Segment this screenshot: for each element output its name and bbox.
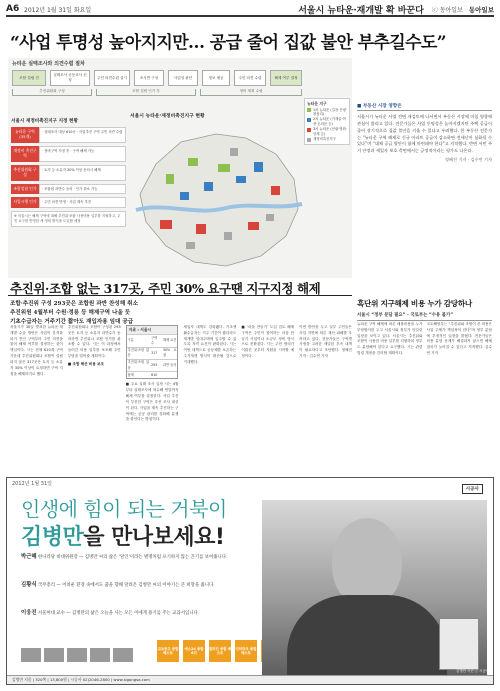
table-cell: [162, 372, 178, 379]
district-marker: [160, 220, 172, 229]
flow-step: 조합 설립 전: [12, 70, 46, 86]
data-table: [127, 334, 178, 378]
table-cell: 610: [150, 372, 162, 379]
table-title: 자료 : 서울시: [127, 326, 178, 334]
table-row: [127, 372, 178, 379]
district-marker: [180, 192, 189, 200]
district-marker: [218, 164, 230, 172]
subhead: 조합·추진위 구성 293곳은 조합원 과반 찬성해 취소: [10, 301, 138, 307]
body-paragraph: 이번 방안을 두고 일부 주민들은 사업 지연에 따른 재산 피해를 우려하고 있다. 전문가들은 구역별 사정을 고려한 세밀한 후속 대책이 필요하다고 조언했다. 정혜진 기자 · 김수연 기자: [299, 325, 352, 359]
flow-step: 정보 제공: [202, 70, 230, 86]
thumbnail-image: [21, 648, 41, 662]
body-paragraph: 뉴타운 구역 해제에 따른 매몰비용을 누가 부담할지를 두고 서울시와 정부가 엇갈린 입장을 보이고 있다. 서울시는 추진위와 조합이 사용한 비용 일부를 지원하되 정부도 분담해야 한다고 요구했다. 시는 관련 법령 개정을 건의할 계획이다.: [357, 322, 423, 356]
policy-text: · 주민 의견 반영 · 사업 계속 추진: [39, 197, 126, 208]
district-marker: [204, 182, 213, 191]
endorser-name: 김황식: [21, 582, 37, 588]
process-flow: [8, 58, 352, 98]
side-article-byline: 정혜진 기자 · 김수연 기자: [444, 156, 492, 162]
flow-bracket: 추진위원회 구성: [12, 89, 92, 96]
table-cell: 293: [150, 359, 162, 371]
policy-text: · 실태조사 대상 610곳 · 사업추진 구역 주민 의견 수렴: [39, 127, 126, 143]
legend-item: [307, 117, 347, 127]
book-advertisement[interactable]: [6, 477, 494, 685]
policy-title: 서울시 재정비촉진지구 지정 현황: [11, 119, 78, 124]
ad-headline-highlight: 김병만: [21, 525, 84, 550]
news-graphic: [8, 58, 352, 278]
newspaper-name: 동아일보: [468, 5, 494, 14]
second-article-subtitle: 서울시 “정부 분담 필요” - 국토부는 “수용 불가”: [357, 312, 492, 321]
ad-slogan: 인생에 힘이 되는 거북이: [21, 497, 227, 521]
table-cell: 추진위·조합 없음: [127, 347, 150, 359]
legend-item: [307, 127, 347, 137]
legend-swatch: [307, 108, 311, 112]
district-marker: [266, 214, 274, 221]
legend-title: 뉴타운 지구: [307, 101, 327, 106]
ad-headline: [21, 520, 224, 551]
body-paragraph: 추진위원회나 조합이 구성된 293곳은 토지 등 소유자 과반수가 동의하면 추진위나 조합 인가를 취소할 수 있다. 시는 이 과정에서 들어간 비용 일부를 보조해 주민 부담을 덜어줄 계획이다.: [67, 325, 121, 359]
policy-label: 조합설립 인가: [11, 184, 39, 195]
body-column: [299, 325, 352, 471]
legend-text: 재정비촉진지구: [313, 137, 336, 142]
author-face: [332, 518, 402, 606]
publisher-logo: 시공사: [462, 484, 483, 494]
legend-swatch: [307, 138, 311, 142]
side-article: [357, 103, 492, 163]
main-article-title: 추진위·조합 없는 317곳, 주민 30% 요구땐 지구지정 해제: [10, 281, 321, 296]
legend-swatch: [307, 118, 311, 122]
flow-title: 뉴타운 실태조사와 의견수렴 절차: [12, 61, 85, 67]
table-row: [127, 359, 178, 371]
body-mid-head: ■ 조합 해산 비용 보조: [67, 361, 105, 366]
second-article-body: [357, 322, 492, 474]
table-cell: 해제 요건: [162, 335, 178, 347]
district-marker: [188, 158, 198, 166]
side-article-body: 서울시가 뉴타운 사업 전면 재검토에 나서면서 부동산 시장에 미칠 영향에 관심이 쏠리고 있다. 전문가들은 사업 투명성은 높아지겠지만 주택 공급이 줄어 장기적으로 집값 불안을 키울 수 있다고 우려했다. 한 부동산 전문가는 “뉴타운 구역 해제로 신규 아파트 공급이 감소하면 전세난이 심화될 수 있다”며 “대체 공급 방안이 함께 마련돼야 한다”고 지적했다. 반면 서민 주거 안정과 세입자 보호 측면에서는 긍정적이라는 평가도 나온다.: [357, 114, 492, 153]
page-number: A6: [6, 4, 20, 14]
endorsement-text: 한나라당 비대위원장 — 김병만 씨의 삶은 ‘달인’이라는 별명처럼 포기하지 않는 끈기를 보여줍니다.: [38, 555, 228, 560]
flow-step: 주민 의견 수렴: [234, 70, 266, 86]
policy-row: [11, 146, 126, 162]
district-marker: [186, 242, 195, 249]
bestseller-badge: 예스24 종합 6위: [183, 640, 205, 662]
page-header: [6, 3, 494, 17]
photo-credit: 김병만 사진 ⓒ 시공사: [456, 669, 489, 673]
body-column: [241, 325, 294, 471]
author-photo: [262, 500, 487, 680]
endorser-name: 이웅진: [21, 610, 37, 616]
body-column: [183, 325, 236, 471]
district-marker: [254, 162, 263, 172]
policy-row: [11, 197, 126, 208]
thumbnail-image: [90, 648, 110, 662]
endorsement-text: 서울여대 교수 — 김병만의 삶은 오늘을 사는 모든 이에게 용기를 주는 교과서입니다.: [38, 611, 200, 616]
policy-label: 추진위원회 구성: [11, 165, 39, 181]
district-marker: [224, 232, 232, 240]
policy-label: 재정비 촉진구역: [11, 146, 39, 162]
district-marker: [248, 222, 259, 230]
section-title: 서울시 뉴타운·재개발 확 바꾼다: [298, 5, 424, 16]
subhead: 추진위원 4월부터 수원·정릉 등 해제구역 나올 듯: [10, 309, 131, 316]
policy-text: · 토지 등 소유자 30% 이상 동의시 해제: [39, 165, 126, 181]
policy-note: ※ 서울시는 해제 구역에 대해 추진위·조합 사용비용 일부를 지원하고, 주민 요구를 반영한 새 정비 방식을 도입할 예정: [11, 211, 126, 226]
ad-thumbnails: [21, 648, 133, 662]
policy-row: [11, 165, 126, 181]
thumbnail-image: [44, 648, 64, 662]
endorsement: [21, 554, 251, 562]
side-article-tag: ■ 부동산 시장 영향은: [357, 103, 492, 111]
ad-top-text: 2012년 1월 31일: [12, 481, 52, 487]
book-cover: [439, 618, 479, 670]
endorsement: [21, 582, 251, 590]
flow-step: 사업성 판단: [168, 70, 198, 86]
table-cell: 317: [150, 347, 162, 359]
table-cell: 추진위·조합 있음: [127, 359, 150, 371]
legend-item: [307, 108, 347, 118]
article-headline: “사업 투명성 높아지지만… 공급 줄어 집값 불안 부추길수도”: [10, 33, 446, 53]
flow-bracket: 정비 계획 수립: [200, 89, 302, 96]
map-title: 서울시 뉴타운·재정비촉진지구 현황: [130, 114, 205, 119]
endorsement-text: 국무총리 — 어려운 환경 속에서도 꿈을 향해 달려온 김병만 씨의 이야기는 큰 희망을 줍니다.: [38, 583, 215, 588]
endorsement: [21, 610, 251, 618]
thumbnail-image: [113, 648, 133, 662]
body-column: [10, 325, 63, 471]
bestseller-badge: 인터파크 종합 베스트: [235, 640, 257, 662]
body-paragraph: 서울시가 30일 발표한 뉴타운·재개발 수습 방안은 사업이 본격화되기 전인 구역부터 주민 의견을 물어 해제 여부를 결정하는 것이 핵심이다. 시는 전체 610개 구역 가운데 추진위원회나 조합이 설립되지 않은 317곳은 토지 등 소유자 30% 이상이 요청하면 구역 지정을 해제하기로 했다.: [10, 325, 63, 376]
flow-step: 주민 의견수렴 실시: [94, 70, 130, 86]
table-row: [127, 335, 178, 347]
thumbnail-image: [67, 648, 87, 662]
policy-text: · 조합원 과반수 동의 · 인가 취소 가능: [39, 184, 126, 195]
issue-date: 2012년 1월 31일 화요일: [24, 6, 92, 14]
body-paragraph: 국토해양부는 “추진위와 조합이 쓴 비용은 사업 주체가 책임져야 한다”며 정부 분담에 부정적인 입장을 밝혔다. 전문가들은 비용 분담 문제가 해결되지 않으면 해제 절차가 늦어질 수 있다고 지적했다. 김수연 기자: [426, 322, 492, 356]
main-article-subheads: [10, 300, 350, 327]
legend-text: 2차 뉴타운 (가재울·아현·돈의문 등): [313, 117, 346, 127]
ad-headline-rest: 을 만나보세요!: [83, 525, 225, 550]
table-cell: 구분: [127, 335, 150, 347]
district-marker: [236, 176, 246, 183]
table-row: [127, 347, 178, 359]
body-paragraph: ■ 주요 실태 조사 일정 시는 4월부터 실태조사에 착수해 연말까지 해제 여부를 결정한다. 사업 추진이 부진한 구역은 우선 조사 대상이 된다. 사업을 계속 추진하는 구역에는 공공 관리를 강화해 분쟁을 줄인다는 방침이다.: [125, 382, 179, 422]
district-marker: [230, 148, 238, 156]
policy-label: 사업시행 인가: [11, 197, 39, 208]
reporter-credit: ⓒ 동아일보: [431, 6, 463, 14]
table-cell: 과반 동의: [162, 359, 178, 371]
table-cell: 구역 수: [150, 335, 162, 347]
title-rule: [8, 295, 352, 296]
endorser-name: 박근혜: [21, 554, 37, 560]
data-table-box: [126, 325, 179, 379]
legend-text: 3차 뉴타운 (신림·방화·상계 등): [313, 127, 347, 137]
table-cell: 합계: [127, 372, 150, 379]
flow-step: 실태조사 공동조사 신청: [50, 70, 90, 86]
flow-step: 해제 여부 결정: [270, 70, 302, 86]
seoul-map: [126, 124, 306, 274]
subhead: 기초수급자는 거주기간 짧아도 재입자용 임대 공급: [10, 318, 134, 325]
district-marker: [166, 174, 174, 184]
policy-row: [11, 127, 126, 143]
map-legend: [304, 98, 350, 145]
legend-text: 1차 뉴타운 (길음·은평·왕십리): [313, 107, 347, 117]
district-marker: [196, 224, 206, 234]
flow-step: 조사반 구성: [134, 70, 164, 86]
district-marker: [271, 186, 280, 195]
seoul-outline: [140, 134, 298, 266]
table-cell: 30% 요청: [162, 347, 178, 359]
policy-box: [11, 118, 126, 273]
policy-label: 뉴타운 구역 (35개): [11, 127, 39, 143]
flow-bracket: 조합 설립 인가 후: [96, 89, 196, 96]
second-article-title: 흑단위 지구해제 비용 누가 감당하나: [357, 299, 472, 308]
body-column: [68, 325, 121, 471]
body-paragraph: ■ ‘마을 만들기’ 도입 검토 해제 구역은 주민이 참여하는 마을 만들기 사업이나 소규모 정비 방식으로 전환된다. 시는 주민 합의가 이뤄진 곳부터 지원을 시작할 예정이다.: [241, 325, 295, 359]
ad-footer: 김병만 지음 | 320쪽 | 13,800원 | 시공사 02)2046-2800 | www.sigongsa.com: [7, 675, 493, 684]
main-article-body: [10, 325, 352, 471]
body-column: [126, 325, 179, 471]
policy-text: · 정비구역 지정 후 · 구역 해제 가능: [39, 146, 126, 162]
legend-item: [307, 137, 347, 142]
author-body: [287, 595, 447, 685]
policy-row: [11, 184, 126, 195]
body-paragraph: 세입자 대책도 강화됐다. 기초생활수급자는 거주 기간이 짧더라도 재개발 임대주택에 입주할 수 있도록 자격 요건이 완화된다. 시는 이번 대책으로 공동체를 보존하는 주거재생 방식이 확산될 것으로 기대했다.: [183, 325, 237, 364]
bestseller-badge: 알라딘 종합 베스트: [209, 640, 231, 662]
bestseller-badge: 교보문고 종합 베스트: [157, 640, 179, 662]
legend-swatch: [307, 128, 311, 132]
